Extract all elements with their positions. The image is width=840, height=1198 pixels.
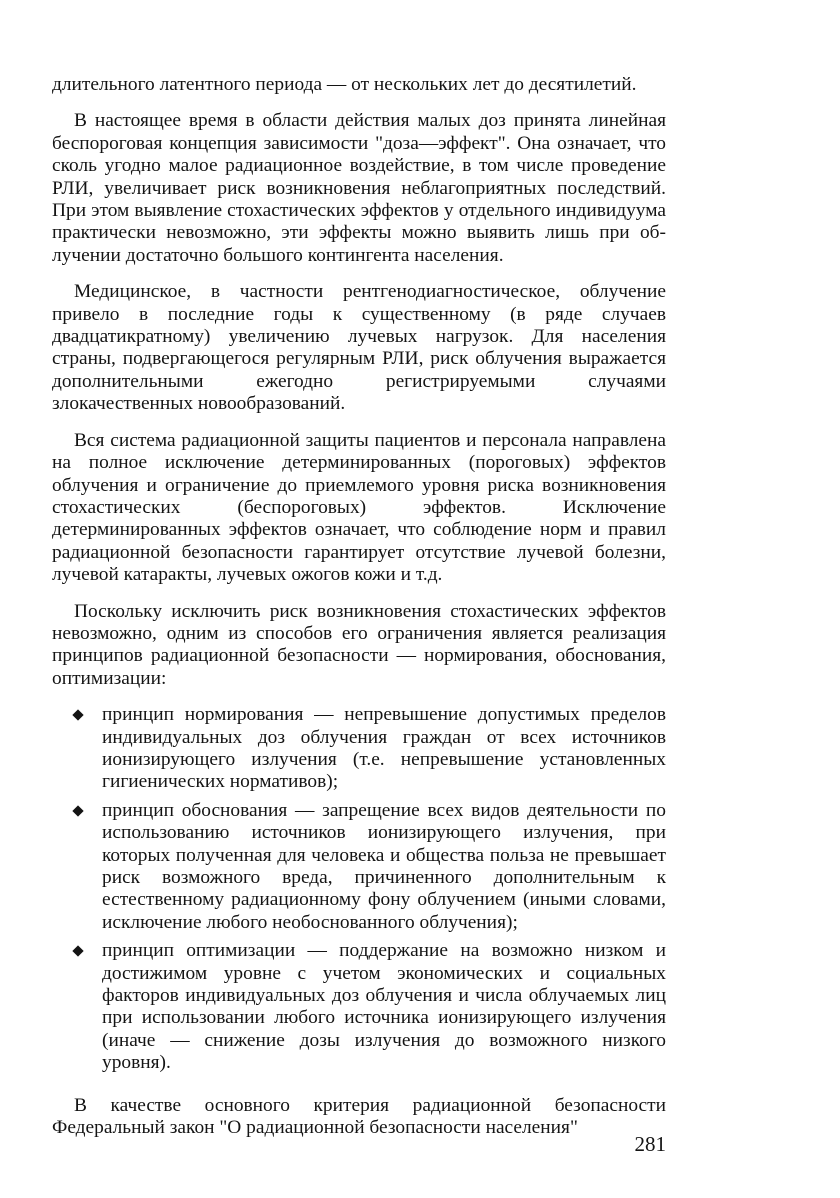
list-item-normalization (52, 704, 666, 794)
list-item-optimization (52, 940, 666, 1074)
paragraph-medical-exposure: Медицинское, в частности рентгенодиагностическое, облучение привело в последние годы к существенному (в ряде случаев двадцатикратному) увеличению лучевых нагрузок. Для населения страны, подвергающегося регулярным РЛИ, риск облучения выражается дополнительными ежегодно регистрируемыми случаями злокачественных новообразований. (52, 281, 666, 415)
list-item-justification (52, 800, 666, 934)
diamond-bullet-icon (72, 709, 83, 720)
paragraph-principles-intro: Поскольку исключить риск возникновения стохастических эффектов невозможно, одним из способов его ограничения является реализация принципов радиационной безопасности — нормирования, обоснования, оптимизации: (52, 600, 666, 689)
paragraph-linear-concept: В настоящее время в области действия малых доз принята линейная беспороговая концепция зависимости "доза—эффект". Она означает, что сколь угодно малое радиационное воздействие, в том числе проведение РЛИ, увеличивает риск возникновения неблагоприятных последствий. При этом выявление стохастических эффектов у отдельного индивидуума практически невозможно, эти эффекты можно выявить лишь при облучении достаточно большого контингента населения. (52, 110, 666, 266)
diamond-bullet-icon (72, 946, 83, 957)
diamond-bullet-icon (72, 805, 83, 816)
paragraph-protection-system: Вся система радиационной защиты пациентов и персонала направлена на полное исключение детерминированных (пороговых) эффектов облучения и ограничение до приемлемого уровня риска возникновения стохастических (беспороговых) эффектов. Исключение детерминированных эффектов означает, что соблюдение норм и правил радиационной безопасности гарантирует отсутствие лучевой болезни, лучевой катаракты, лучевых ожогов кожи и т.д. (52, 429, 666, 586)
paragraph-continuation: длительного латентного периода — от нескольких лет до десятилетий. (52, 74, 637, 95)
page-number: 281 (634, 1132, 666, 1156)
list-item-text: принцип обоснования — запрещение всех видов деятельности по использованию источников ионизирующего излучения, при которых полученная для человека и общества польза не превышает риск возможного вреда, причиненного дополнительным к естественному радиационному фону облучением (иными словами, исключение любого необоснованного облучения); (102, 799, 666, 933)
list-item-text: принцип нормирования — непревышение допустимых пределов индивидуальных доз облучения граждан от всех источников ионизирующего излучения (т.е. непревышение установленных гигиенических нормативов); (102, 704, 666, 793)
principles-list (52, 704, 666, 1075)
list-item-text: принцип оптимизации — поддержание на возможно низком и достижимом уровне с учетом экономических и социальных факторов индивидуальных доз облучения и числа облучаемых лиц при использовании любого источника ионизирующего излучения (иначе — снижение дозы излучения до возможного низкого уровня). (102, 940, 666, 1074)
page-body (52, 74, 666, 1139)
paragraph-federal-law: В качестве основного критерия радиационной безопасности Федеральный закон "О радиационной безопасности населения" (52, 1094, 666, 1139)
